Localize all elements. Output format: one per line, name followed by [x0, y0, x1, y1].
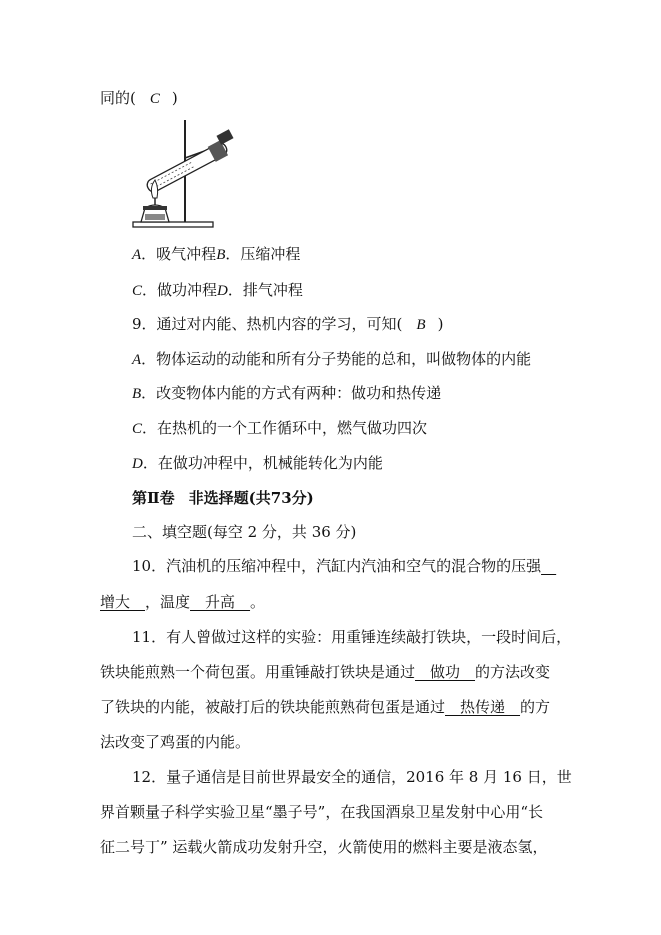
q11-line-3: 了铁块的内能，被敲打后的铁块能煎熟荷包蛋是通过__热传递__的方 — [100, 698, 551, 716]
q10-answer-2: __升高__ — [190, 593, 251, 611]
q9-option-b: B．改变物体内能的方式有两种：做功和热传递 — [132, 384, 442, 402]
q10-line-2: 增大__，温度__升高__。 — [100, 593, 266, 611]
q11-line-2: 铁块能煎熟一个荷包蛋。用重锤敲打铁块是通过__做功__的方法改变 — [100, 663, 551, 681]
q9-answer: B — [416, 317, 426, 333]
q12-line-3: 征二号丁” 运载火箭成功发射升空，火箭使用的燃料主要是液态氢， — [100, 838, 548, 856]
q9-option-c: C．在热机的一个工作循环中，燃气做功四次 — [132, 419, 428, 437]
section-2-title: 第Ⅱ卷 非选择题(共73分) — [132, 489, 314, 507]
q12-line-2: 界首颗量子科学实验卫星“墨子号”，在我国酒泉卫星发射中心用“长 — [100, 803, 544, 821]
q8-answer: C — [149, 91, 160, 107]
q8-stem-tail: 同的( C ) — [100, 89, 178, 107]
q9-stem: 9．通过对内能、热机内容的学习，可知( B ) — [132, 315, 444, 333]
q12-line-1: 12．量子通信是目前世界最安全的通信，2016 年 8 月 16 日，世 — [132, 768, 572, 786]
q9-option-a: A．物体运动的动能和所有分子势能的总和，叫做物体的内能 — [132, 350, 532, 368]
q8-options-cd: C．做功冲程D．排气冲程 — [132, 281, 303, 299]
part-2-title: 二、填空题(每空 2 分，共 36 分) — [132, 523, 357, 541]
q11-answer-2: __热传递__ — [445, 698, 521, 716]
q10-line-1: 10．汽油机的压缩冲程中，汽缸内汽油和空气的混合物的压强__ — [132, 557, 557, 575]
q11-line-4: 法改变了鸡蛋的内能。 — [100, 733, 251, 751]
q8-options-ab: A．吸气冲程B．压缩冲程 — [132, 245, 301, 263]
q9-option-d: D．在做功冲程中，机械能转化为内能 — [132, 454, 383, 472]
q11-answer-1: __做功__ — [415, 663, 476, 681]
q11-line-1: 11．有人曾做过这样的实验：用重锤连续敲打铁块，一段时间后， — [132, 628, 572, 646]
q10-answer-1: 增大 — [100, 593, 131, 611]
test-tube-heating-figure — [125, 118, 240, 230]
